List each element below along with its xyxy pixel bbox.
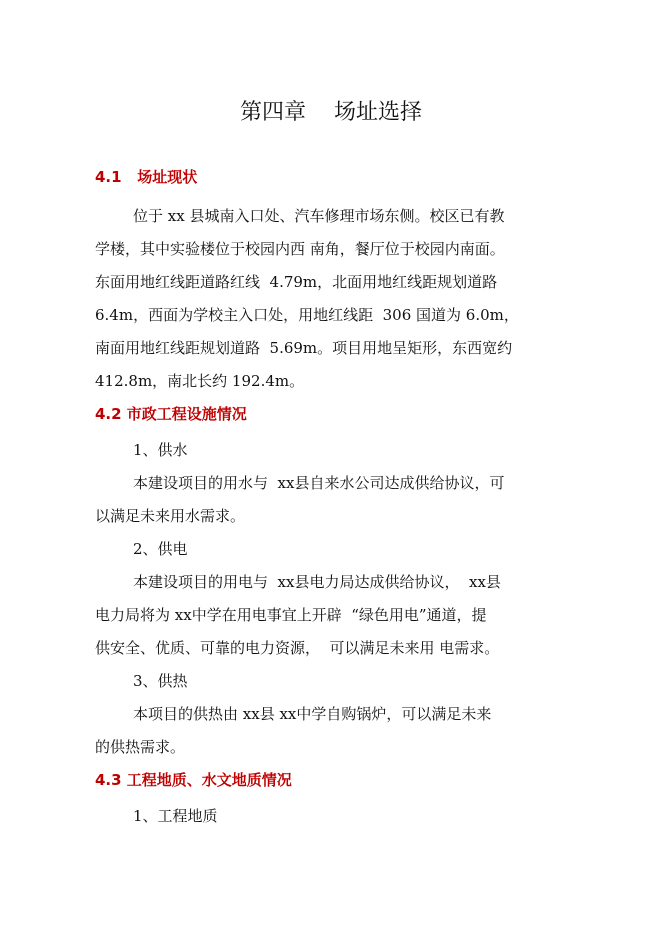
paragraph-line: 位于 xx 县城南入口处、汽车修理市场东侧。校区已有教	[133, 207, 505, 225]
paragraph-line: 6.4m，西面为学校主入口处，用地红线距 306 国道为 6.0m，	[95, 306, 519, 324]
paragraph-line: 学楼，其中实验楼位于校园内西 南角，餐厅位于校园内南面。	[95, 240, 505, 258]
paragraph-line: 的供热需求。	[95, 738, 186, 756]
section-heading-4-1: 4.1 场址现状	[95, 168, 198, 186]
paragraph-line: 供安全、优质、可靠的电力资源， 可以满足未来用 电需求。	[95, 639, 500, 657]
section-heading-4-3: 4.3 工程地质、水文地质情况	[95, 771, 292, 789]
list-item-label: 1、工程地质	[133, 807, 218, 825]
paragraph-line: 本建设项目的用水与 xx县自来水公司达成供给协议，可	[133, 474, 505, 492]
chapter-title: 第四章 场址选择	[240, 100, 422, 125]
list-item-label: 2、供电	[133, 540, 188, 558]
paragraph-line: 电力局将为 xx中学在用电事宜上开辟 “绿色用电”通道，提	[95, 606, 487, 624]
section-heading-4-2: 4.2 市政工程设施情况	[95, 405, 247, 423]
paragraph-line: 本建设项目的用电与 xx县电力局达成供给协议， xx县	[133, 573, 501, 591]
list-item-label: 1、供水	[133, 441, 188, 459]
paragraph-line: 412.8m，南北长约 192.4m。	[95, 372, 305, 390]
list-item-label: 3、供热	[133, 672, 188, 690]
paragraph-line: 东面用地红线距道路红线 4.79m，北面用地红线距规划道路	[95, 273, 498, 291]
paragraph-line: 南面用地红线距规划道路 5.69m。项目用地呈矩形，东西宽约	[95, 339, 513, 357]
paragraph-line: 以满足未来用水需求。	[95, 507, 246, 525]
paragraph-line: 本项目的供热由 xx县 xx中学自购锅炉，可以满足未来	[133, 705, 492, 723]
